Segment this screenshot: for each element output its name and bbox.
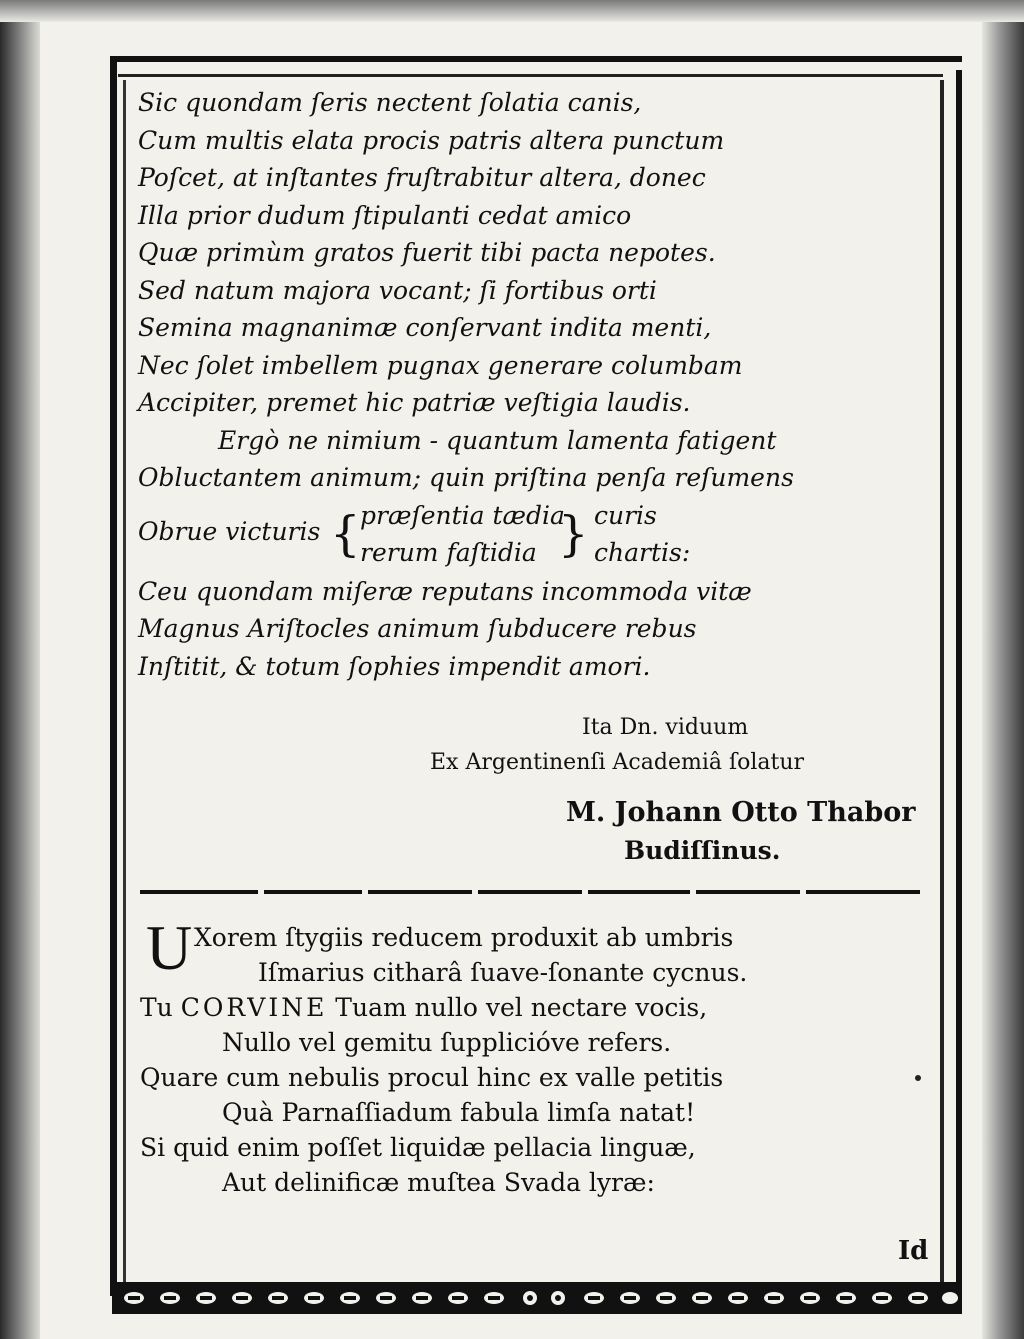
- left-brace: {: [330, 505, 361, 562]
- frame-right-rule: [956, 70, 962, 1295]
- frame-top-inner-rule: [118, 74, 943, 77]
- signature-line-2: Ex Argentinenſi Academiâ ſolatur: [430, 750, 805, 775]
- ornamental-border: [112, 1282, 962, 1314]
- drop-capital: U: [146, 912, 193, 983]
- brace-construction: [138, 497, 938, 573]
- ornament-band-icon: [112, 1282, 962, 1314]
- scan-edge-right: [982, 0, 1024, 1339]
- right-brace: }: [558, 505, 589, 562]
- frame-right-inner-rule: [940, 80, 944, 1292]
- poem-line: Inſtitit, & totum ſophies impendit amori.: [138, 651, 651, 681]
- catchword: Id: [898, 1236, 929, 1266]
- poem-line: Iſmarius citharâ ſuave-ſonante cycnus.: [258, 958, 748, 987]
- poem-line: Nullo vel gemitu ſupplicióve refers.: [222, 1028, 672, 1057]
- poem-line: Obluctantem animum; quin priſtina penſa reſumens: [138, 463, 794, 492]
- poem-line: Si quid enim poſſet liquidæ pellacia linguæ,: [140, 1133, 696, 1162]
- frame-top-rule: [112, 56, 962, 62]
- poem-line: Semina magnanimæ conſervant indita menti,: [138, 313, 712, 342]
- brace-end-bottom: chartis:: [594, 537, 691, 567]
- author-origin: Budiſſinus.: [624, 836, 781, 865]
- poem-line: Ergò ne nimium - quantum lamenta fatigent: [218, 425, 777, 455]
- poem-line: Xorem ſtygiis reducem produxit ab umbris: [194, 923, 734, 952]
- brace-end: [594, 497, 690, 571]
- scan-edge-left: [0, 0, 40, 1339]
- roman-poem: [140, 912, 930, 1200]
- scan-edge-top: [0, 0, 1024, 22]
- frame-left-inner-rule: [123, 80, 126, 1292]
- poem-line: Sic quondam ſeris nectent ſolatia canis,: [138, 88, 642, 117]
- section-divider: [140, 890, 920, 904]
- ink-dot: [915, 1075, 921, 1081]
- poem-line-part: Tuam nullo vel nectare vocis,: [327, 993, 708, 1022]
- name-corvine: CORVINE: [180, 993, 328, 1022]
- poem-line: Poſcet, at inſtantes fruſtrabitur altera, donec: [138, 163, 706, 192]
- brace-lead: Obrue victuris: [138, 516, 321, 546]
- poem-line: Cum multis elata procis patris altera punctum: [138, 125, 725, 155]
- brace-end-top: curis: [594, 500, 657, 530]
- brace-middle: [360, 497, 565, 571]
- poem-line: Magnus Ariſtocles animum ſubducere rebus: [138, 614, 697, 643]
- poem-line: Nec ſolet imbellem pugnax generare columbam: [138, 350, 743, 380]
- poem-line: Accipiter, premet hic patriæ veſtigia laudis.: [138, 388, 691, 417]
- italic-poem: [138, 84, 938, 685]
- poem-line: Quà Parnaſſiadum fabula limſa natat!: [222, 1098, 696, 1127]
- frame-left-rule: [110, 56, 117, 1296]
- signature-line-1: Ita Dn. viduum: [582, 715, 749, 740]
- poem-line: Quæ primùm gratos fuerit tibi pacta nepotes.: [138, 238, 716, 267]
- brace-middle-bottom: rerum faſtidia: [360, 537, 537, 567]
- author-name: M. Johann Otto Thabor: [566, 797, 916, 828]
- brace-middle-top: præſentia tædia: [360, 500, 565, 530]
- poem-line: Illa prior dudum ſtipulanti cedat amico: [138, 200, 632, 230]
- poem-line: Aut delinificæ muſtea Svada lyræ:: [222, 1168, 655, 1197]
- poem-line: [140, 990, 930, 1025]
- poem-line: Ceu quondam miſeræ reputans incommoda vitæ: [138, 576, 752, 606]
- poem-line: Sed natum majora vocant; ſi fortibus orti: [138, 275, 657, 305]
- poem-line-part: Tu: [140, 993, 181, 1022]
- poem-line: Quare cum nebulis procul hinc ex valle petitis: [140, 1063, 724, 1092]
